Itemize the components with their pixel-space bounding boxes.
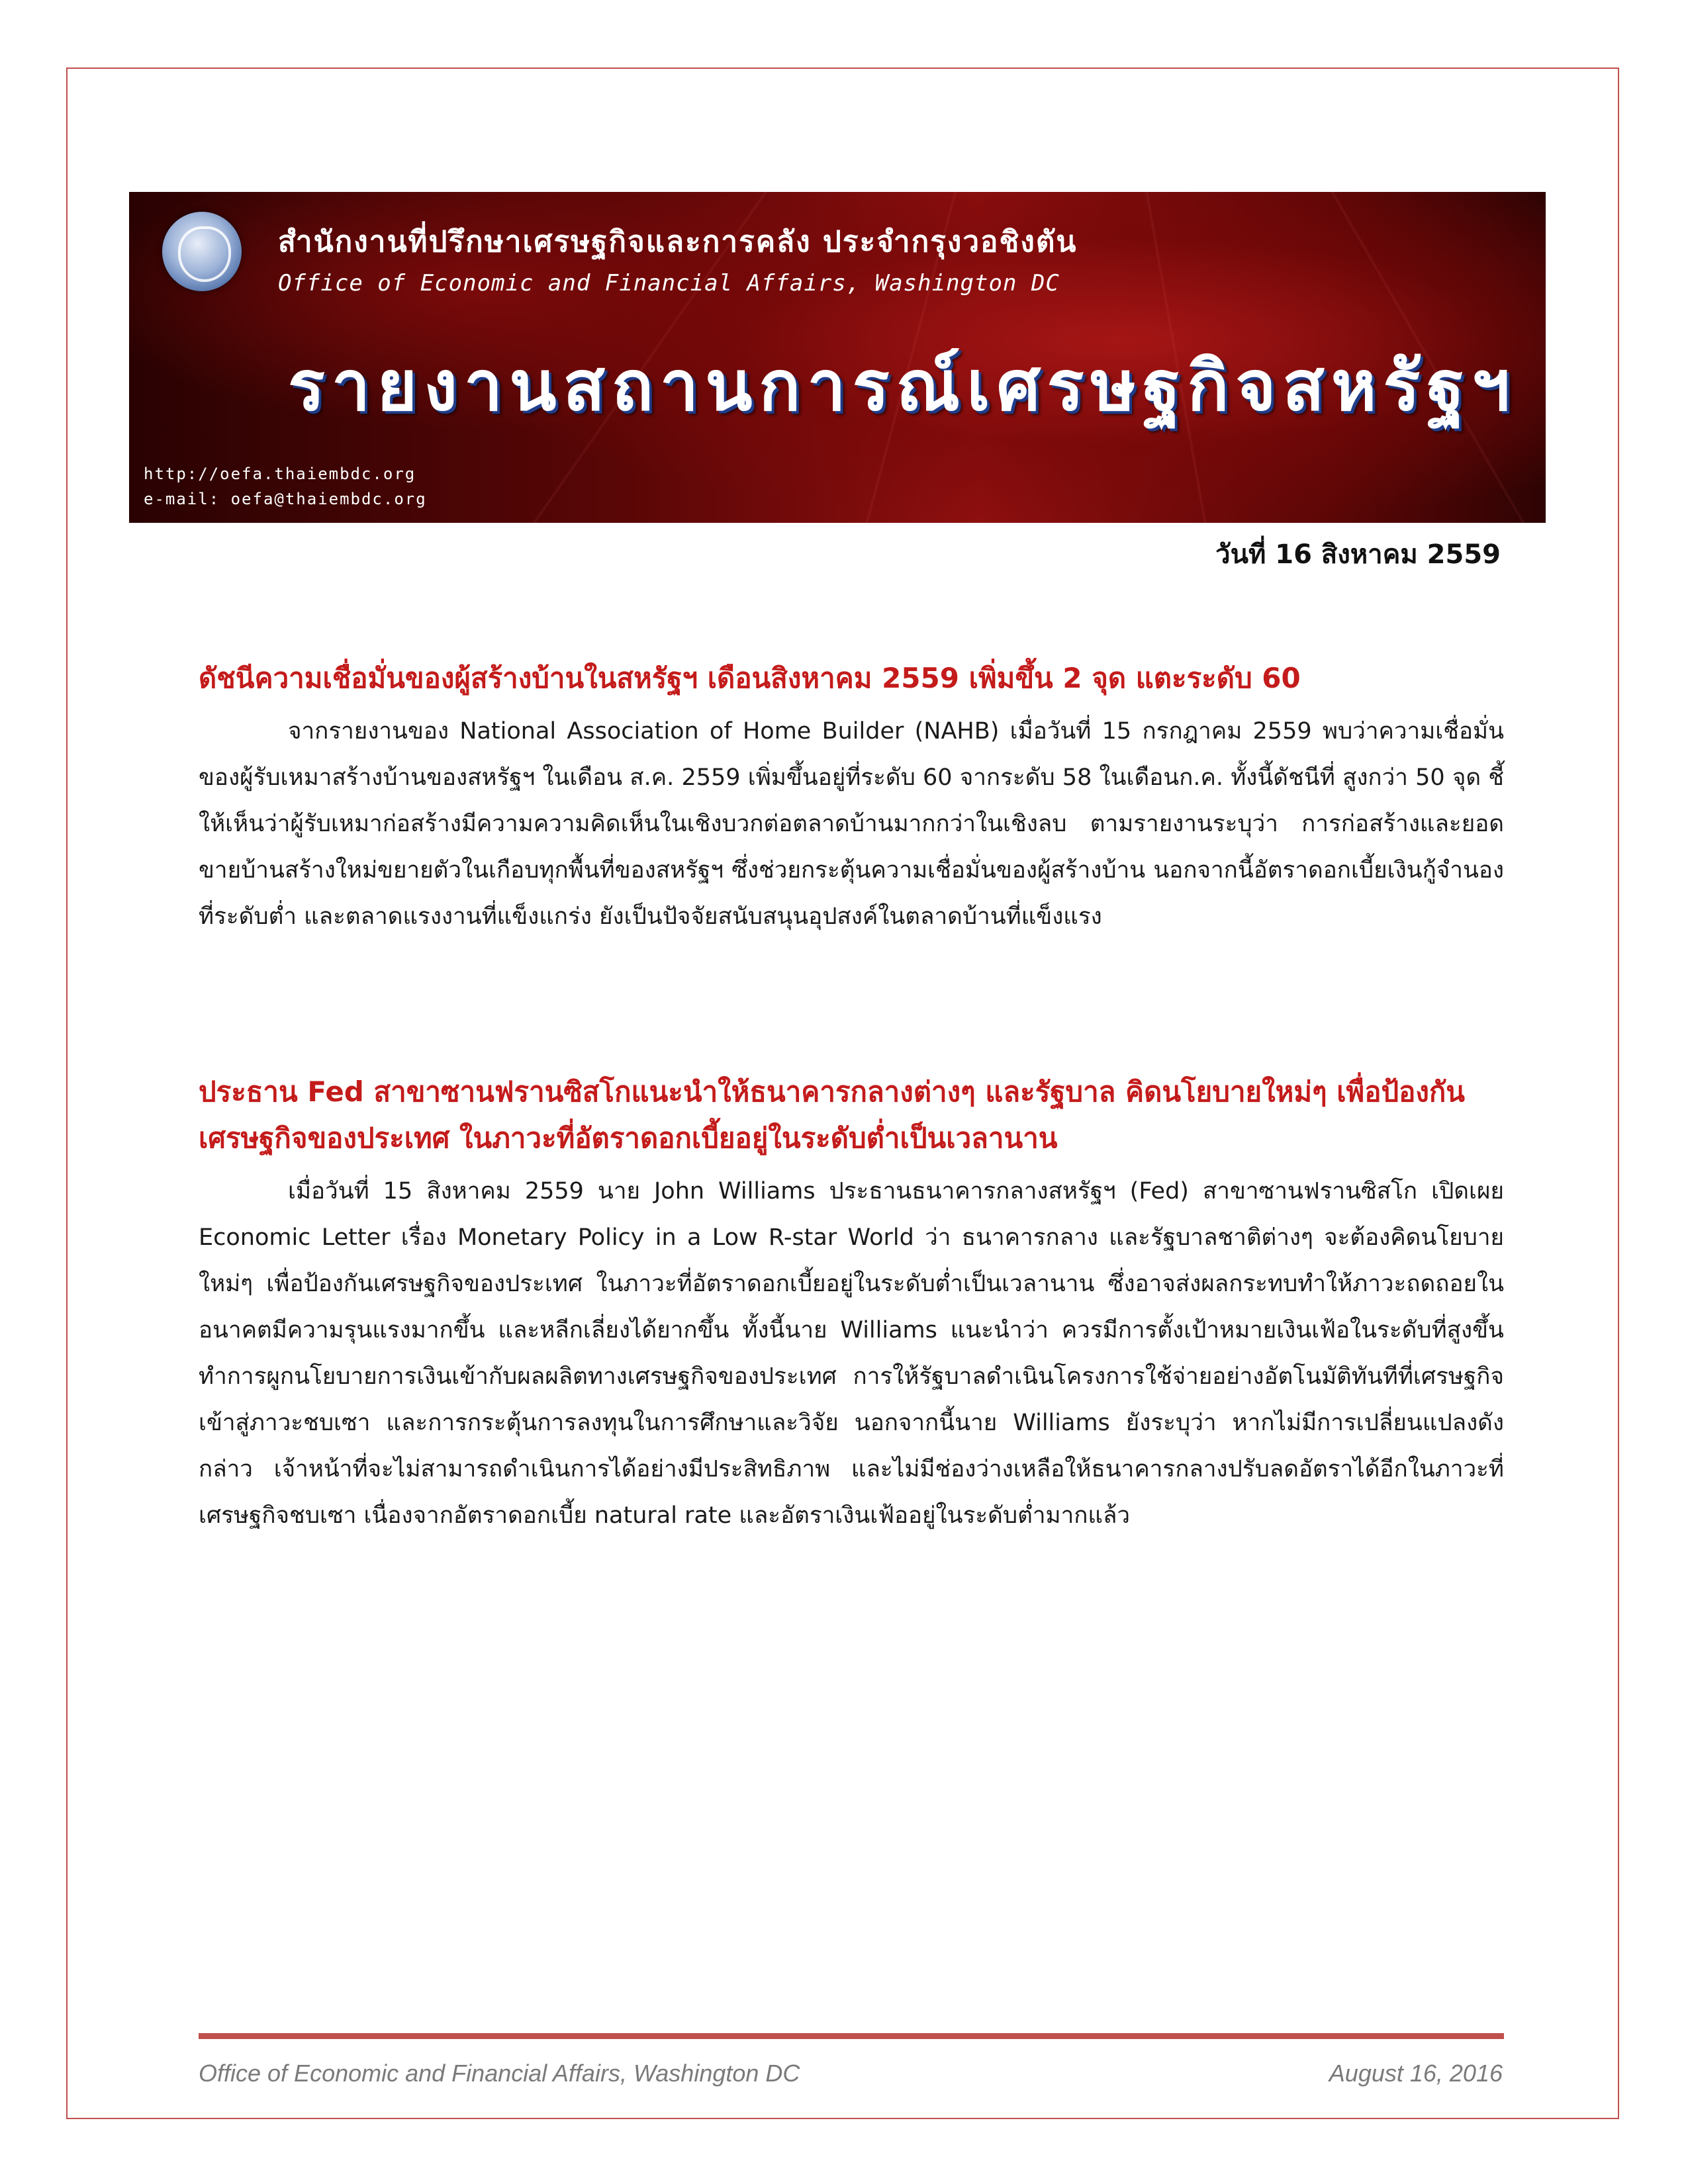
footer-organization: Office of Economic and Financial Affairs, Washington DC — [199, 2060, 800, 2087]
banner-title: รายงานสถานการณ์เศรษฐกิจสหรัฐฯ — [288, 345, 1517, 426]
report-date: วันที่ 16 สิงหาคม 2559 — [1215, 539, 1501, 570]
article-body: จากรายงานของ National Association of Home Builder (NAHB) เมื่อวันที่ 15 กรกฎาคม 2559 พบว่าความเชื่อมั่นของผู้รับเหมาสร้างบ้านของสหรัฐฯ ในเดือน ส.ค. 2559 เพิ่มขึ้นอยู่ที่ระดับ 60 จากระดับ 58 ในเดือนก.ค. ทั้งนี้ดัชนีที่ สูงกว่า 50 จุด ชี้ให้เห็นว่าผู้รับเหมาก่อสร้างมีความความคิดเห็นในเชิงบวกต่อตลาดบ้านมากกว่าในเชิงลบ ตามรายงานระบุว่า การก่อสร้างและยอดขายบ้านสร้างใหม่ขยายตัวในเกือบทุกพื้นที่ของสหรัฐฯ ซึ่งช่วยกระตุ้นความเชื่อมั่นของผู้สร้างบ้าน นอกจากนี้อัตราดอกเบี้ยเงินกู้จำนองที่ระดับต่ำ และตลาดแรงงานที่แข็งแกร่ง ยังเป็นปัจจัยสนับสนุนอุปสงค์ในตลาดบ้านที่แข็งแรง — [199, 718, 1504, 930]
article-fed-williams — [199, 1069, 1504, 1539]
header-banner — [129, 192, 1546, 523]
garuda-seal-icon — [162, 212, 242, 291]
article-body: เมื่อวันที่ 15 สิงหาคม 2559 นาย John Williams ประธานธนาคารกลางสหรัฐฯ (Fed) สาขาซานฟรานซิสโก เปิดเผย Economic Letter เรื่อง Monetary Policy in a Low R-star World ว่า ธนาคารกลาง และรัฐบาลชาติต่างๆ จะต้องคิดนโยบายใหม่ๆ เพื่อป้องกันเศรษฐกิจของประเทศ ในภาวะที่อัตราดอกเบี้ยอยู่ในระดับต่ำเป็นเวลานาน ซึ่งอาจส่งผลกระทบทำให้ภาวะถดถอยในอนาคตมีความรุนแรงมากขึ้น และหลีกเลี่ยงได้ยากขึ้น ทั้งนี้นาย Williams แนะนำว่า ควรมีการตั้งเป้าหมายเงินเฟ้อในระดับที่สูงขึ้น ทำการผูกนโยบายการเงินเข้ากับผลผลิตทางเศรษฐกิจของประเทศ การให้รัฐบาลดำเนินโครงการใช้จ่ายอย่างอัตโนมัติทันทีที่เศรษฐกิจเข้าสู่ภาวะชบเซา และการกระตุ้นการลงทุนในการศึกษาและวิจัย นอกจากนี้นาย Williams ยังระบุว่า หากไม่มีการเปลี่ยนแปลงดังกล่าว เจ้าหน้าที่จะไม่สามารถดำเนินการได้อย่างมีประสิทธิภาพ และไม่มีช่องว่างเหลือให้ธนาคารกลางปรับลดอัตราได้อีกในภาวะที่เศรษฐกิจชบเซา เนื่องจากอัตราดอกเบี้ย natural rate และอัตราเงินเฟ้ออยู่ในระดับต่ำมากแล้ว — [199, 1178, 1504, 1529]
article-headline: ประธาน Fed สาขาซานฟรานซิสโกแนะนำให้ธนาคารกลางต่างๆ และรัฐบาล คิดนโยบายใหม่ๆ เพื่อป้องกันเศรษฐกิจของประเทศ ในภาวะที่อัตราดอกเบี้ยอยู่ในระดับต่ำเป็นเวลานาน — [199, 1075, 1465, 1154]
footer-date: August 16, 2016 — [1329, 2060, 1503, 2087]
banner-website: http://oefa.thaiembdc.org — [144, 465, 416, 483]
banner-org-thai: สำนักงานที่ปรึกษาเศรษฐกิจและการคลัง ประจำกรุงวอชิงตัน — [278, 225, 1078, 259]
banner-org-english: Office of Economic and Financial Affairs, Washington DC — [278, 270, 1060, 296]
article-headline: ดัชนีความเชื่อมั่นของผู้สร้างบ้านในสหรัฐฯ เดือนสิงหาคม 2559 เพิ่มขึ้น 2 จุด แตะระดับ 60 — [199, 662, 1301, 694]
article-home-builder — [199, 655, 1504, 940]
banner-email: e-mail: oefa@thaiembdc.org — [144, 490, 427, 508]
footer-divider — [199, 2033, 1504, 2039]
